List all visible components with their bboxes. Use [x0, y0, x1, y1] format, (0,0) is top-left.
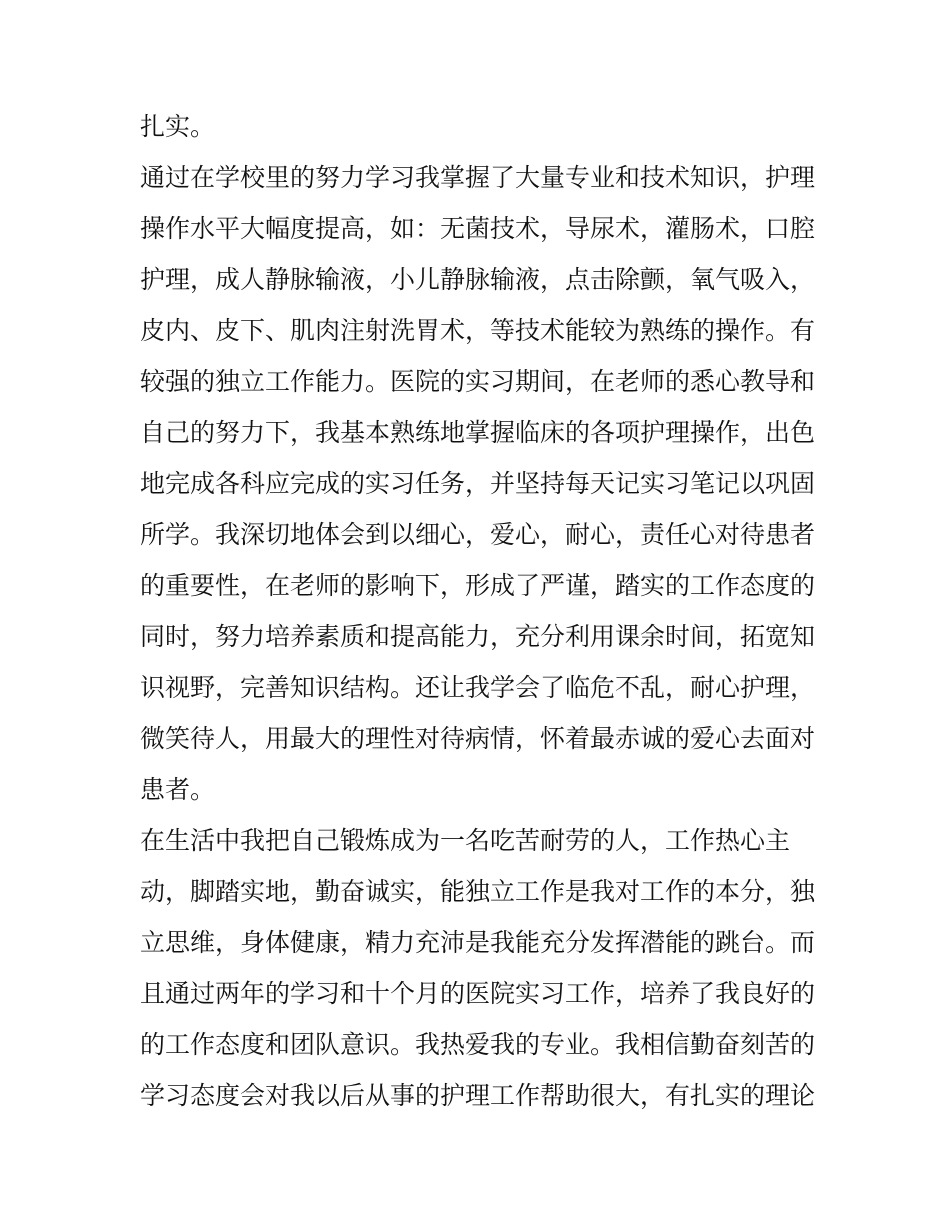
text-line: 的重要性，在老师的影响下，形成了严谨，踏实的工作态度的	[140, 571, 816, 600]
text-line: 地完成各科应完成的实习任务，并坚持每天记实习笔记以巩固	[140, 469, 816, 498]
text-line: 的工作态度和团队意识。我热爱我的专业。我相信勤奋刻苦的	[140, 1030, 816, 1059]
text-line: 患者。	[140, 775, 216, 804]
text-line: 较强的独立工作能力。医院的实习期间，在老师的悉心教导和	[140, 367, 816, 396]
text-line: 微笑待人，用最大的理性对待病情，怀着最赤诚的爱心去面对	[140, 724, 816, 753]
text-line: 操作水平大幅度提高，如：无菌技术，导尿术，灌肠术，口腔	[140, 214, 816, 243]
text-line: 同时，努力培养素质和提高能力，充分利用课余时间，拓宽知	[140, 622, 816, 651]
text-line: 所学。我深切地体会到以细心，爱心，耐心，责任心对待患者	[140, 520, 816, 549]
text-line: 护理，成人静脉输液，小儿静脉输液，点击除颤，氧气吸入，	[140, 265, 816, 294]
text-line: 在生活中我把自己锻炼成为一名吃苦耐劳的人，工作热心主	[140, 826, 791, 855]
text-line: 学习态度会对我以后从事的护理工作帮助很大，有扎实的理论	[140, 1081, 816, 1110]
text-line: 动，脚踏实地，勤奋诚实，能独立工作是我对工作的本分，独	[140, 877, 816, 906]
text-line: 皮内、皮下、肌肉注射洗胃术，等技术能较为熟练的操作。有	[140, 316, 816, 345]
text-line: 通过在学校里的努力学习我掌握了大量专业和技术知识，护理	[140, 163, 816, 192]
text-line: 识视野，完善知识结构。还让我学会了临危不乱，耐心护理，	[140, 673, 816, 702]
text-line: 自己的努力下，我基本熟练地掌握临床的各项护理操作，出色	[140, 418, 816, 447]
text-line: 扎实。	[140, 112, 216, 141]
text-line: 立思维，身体健康，精力充沛是我能充分发挥潜能的跳台。而	[140, 928, 816, 957]
text-line: 且通过两年的学习和十个月的医院实习工作，培养了我良好的	[140, 979, 816, 1008]
